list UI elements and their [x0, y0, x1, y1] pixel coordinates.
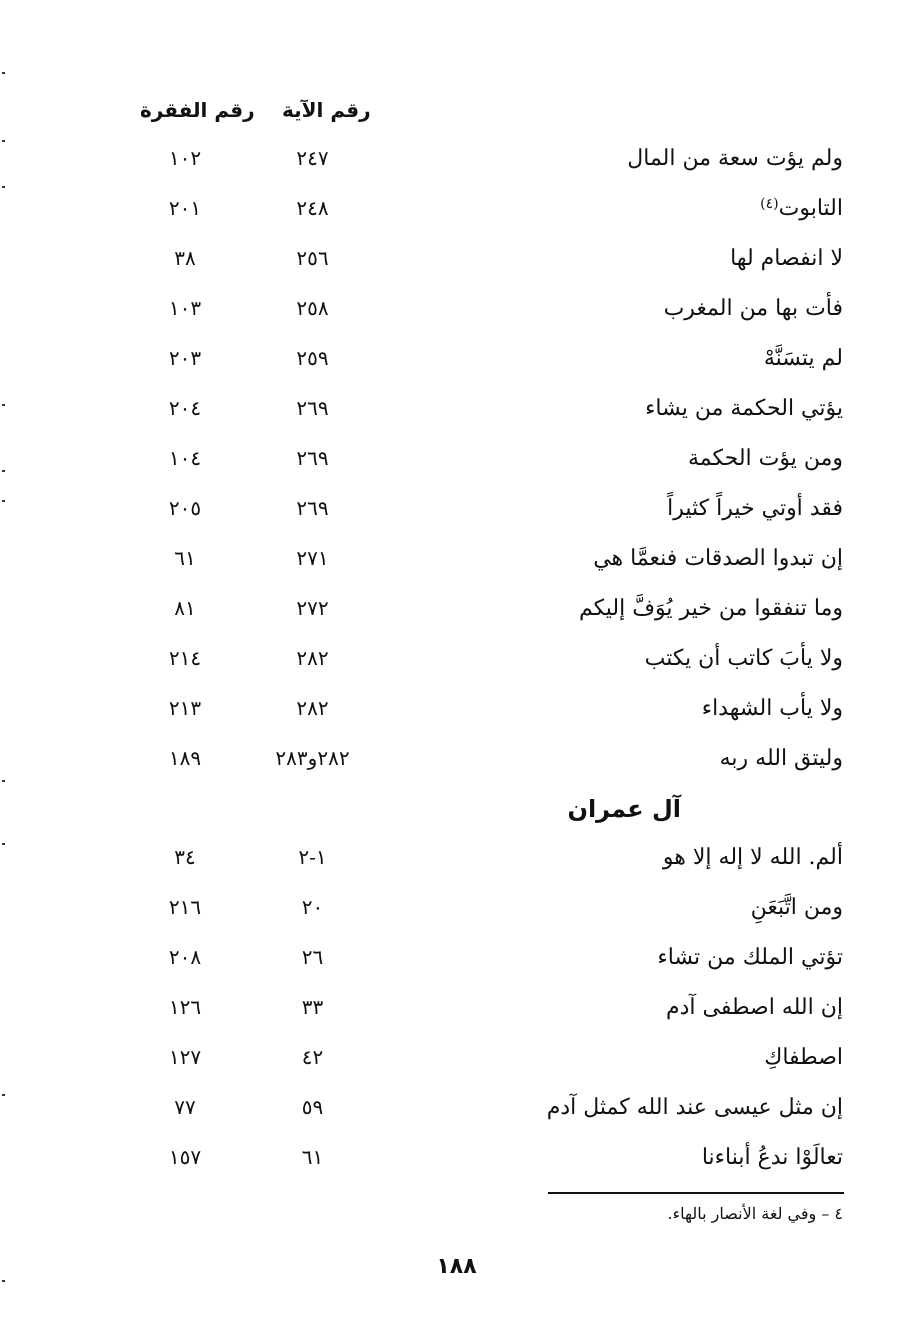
- paragraph-number: ١٠٤: [168, 446, 202, 470]
- verse-number: ٢٦٩: [296, 446, 329, 470]
- paragraph-column-header: رقم الفقرة: [140, 98, 255, 122]
- phrase: وما تنفقوا من خير يُوَفَّ إليكم: [578, 596, 843, 621]
- verse-number: ٢٥٦: [296, 246, 329, 270]
- scan-mark: [2, 72, 5, 74]
- index-row: [0, 646, 913, 686]
- phrase: وليتق الله ربه: [719, 746, 843, 771]
- paragraph-number: ٦١: [174, 546, 196, 570]
- verse-number: ٢٧٢: [296, 596, 329, 620]
- verse-number: ٣٣: [301, 995, 324, 1019]
- index-row: [0, 396, 913, 436]
- index-row: [0, 296, 913, 336]
- verse-number: ٢٦٩: [296, 496, 329, 520]
- verse-number: ٦١: [301, 1145, 324, 1169]
- index-row: [0, 346, 913, 386]
- index-row: [0, 546, 913, 586]
- phrase: إن تبدوا الصدقات فنعمَّا هي: [593, 546, 843, 571]
- index-row: [0, 995, 913, 1035]
- paragraph-number: ٢١٦: [168, 895, 202, 919]
- phrase: إن الله اصطفى آدم: [666, 995, 843, 1020]
- phrase: اصطفاكِ: [764, 1045, 843, 1070]
- paragraph-number: ٢١٤: [168, 646, 202, 670]
- footnote: ٤ – وفي لغة الأنصار بالهاء.: [667, 1204, 843, 1223]
- paragraph-number: ٢٠٤: [168, 396, 202, 420]
- phrase-with-footnote: [760, 196, 843, 221]
- phrase: لا انفصام لها: [730, 246, 843, 271]
- verse-number: ٢٤٨: [296, 196, 329, 220]
- paragraph-number: ٣٤: [174, 845, 196, 869]
- verse-number: ١-٢: [298, 845, 327, 869]
- index-row: [0, 196, 913, 236]
- phrase: ولا يأبَ كاتب أن يكتب: [644, 646, 843, 671]
- scan-mark: [2, 186, 5, 188]
- verse-number: ٢٧١: [296, 546, 329, 570]
- phrase: ومن اتَّبَعَنِ: [750, 895, 843, 920]
- paragraph-number: ٢٠١: [168, 196, 202, 220]
- phrase: فقد أوتي خيراً كثيراً: [667, 496, 843, 521]
- footnote-divider: [548, 1192, 844, 1194]
- verse-column-header: رقم الآية: [282, 98, 371, 122]
- verse-number: ٢٨٢: [296, 646, 329, 670]
- verse-number: ٢٦٩: [296, 396, 329, 420]
- index-row: [0, 496, 913, 536]
- paragraph-number: ١٢٦: [168, 995, 202, 1019]
- index-row: [0, 1045, 913, 1085]
- paragraph-number: ١٢٧: [168, 1045, 202, 1069]
- phrase: فأت بها من المغرب: [663, 296, 843, 321]
- phrase: يؤتي الحكمة من يشاء: [645, 396, 843, 421]
- verse-number: ٤٢: [301, 1045, 324, 1069]
- verse-number: ٢٨٢: [296, 696, 329, 720]
- index-row: [0, 596, 913, 636]
- paragraph-number: ١٠٢: [168, 146, 202, 170]
- page-number: ١٨٨: [436, 1254, 477, 1279]
- index-row: [0, 146, 913, 186]
- paragraph-number: ٢٠٥: [168, 496, 202, 520]
- index-row: [0, 845, 913, 885]
- phrase: تؤتي الملك من تشاء: [657, 945, 843, 970]
- verse-number: ٢٥٩: [296, 346, 329, 370]
- phrase: ومن يؤت الحكمة: [687, 446, 843, 471]
- index-row: [0, 246, 913, 286]
- verse-number: ٥٩: [301, 1095, 324, 1119]
- phrase: ولم يؤت سعة من المال: [627, 146, 843, 171]
- paragraph-number: ١٥٧: [168, 1145, 202, 1169]
- index-row: [0, 945, 913, 985]
- verse-number: ٢٥٨: [296, 296, 329, 320]
- paragraph-number: ١٨٩: [168, 746, 202, 770]
- verse-number: ٢٨٢و٢٨٣: [275, 746, 350, 770]
- paragraph-number: ٨١: [174, 596, 196, 620]
- paragraph-number: ٣٨: [174, 246, 196, 270]
- phrase: ألم. الله لا إله إلا هو: [662, 845, 843, 870]
- index-row: [0, 1095, 913, 1135]
- phrase: لم يتسَنَّهْ: [763, 346, 843, 371]
- phrase: ولا يأب الشهداء: [701, 696, 843, 721]
- verse-number: ٢٦: [301, 945, 324, 969]
- paragraph-number: ٢٠٨: [168, 945, 202, 969]
- index-row: [0, 895, 913, 935]
- paragraph-number: ١٠٣: [168, 296, 202, 320]
- paragraph-number: ٢٠٣: [168, 346, 202, 370]
- footnote-ref: (٤): [760, 196, 779, 212]
- scan-mark: [2, 140, 5, 142]
- phrase-text: التابوت: [778, 196, 843, 221]
- index-row: [0, 446, 913, 486]
- paragraph-number: ٧٧: [174, 1095, 196, 1119]
- phrase: إن مثل عيسى عند الله كمثل آدم: [546, 1095, 843, 1120]
- phrase: تعالَوْا ندعُ أبناءنا: [701, 1145, 843, 1170]
- index-row: [0, 1145, 913, 1185]
- verse-number: ٢٠: [301, 895, 324, 919]
- verse-number: ٢٤٧: [296, 146, 329, 170]
- scan-mark: [2, 1280, 5, 1282]
- paragraph-number: ٢١٣: [168, 696, 202, 720]
- index-row: [0, 746, 913, 786]
- section-title: آل عمران: [567, 795, 681, 823]
- index-row: [0, 696, 913, 736]
